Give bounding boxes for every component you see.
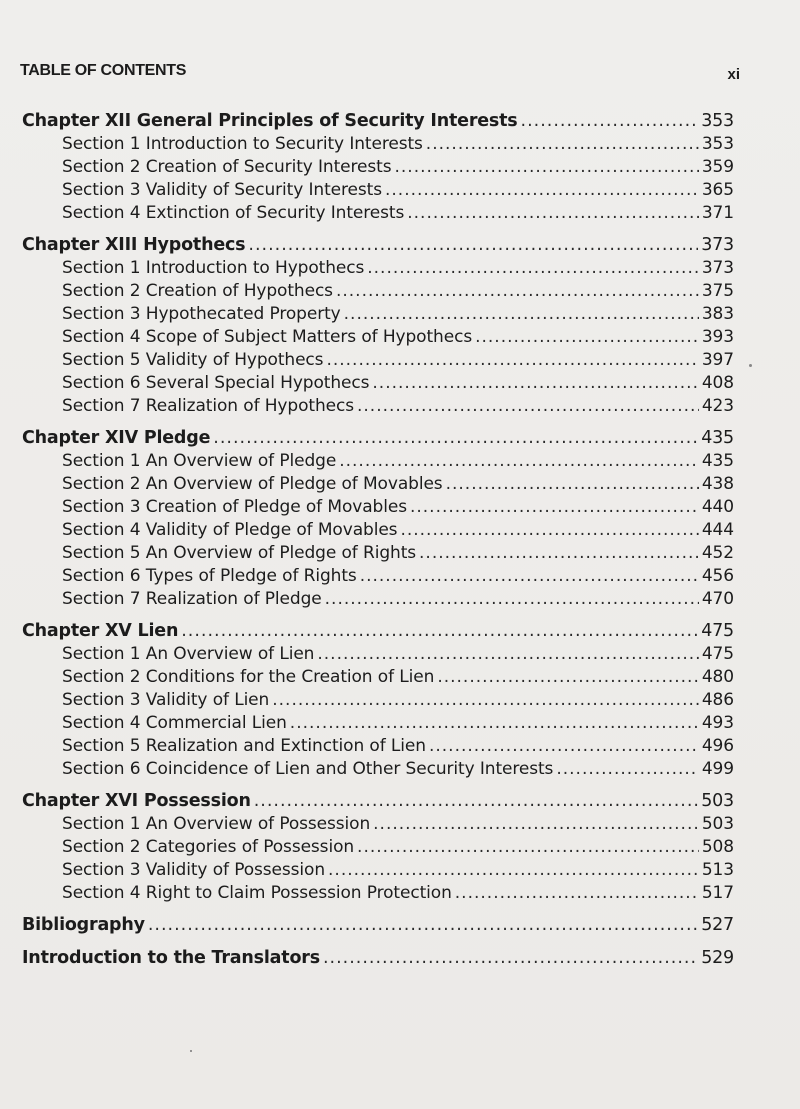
toc-bibliography bbox=[22, 914, 734, 937]
section-page: 475 bbox=[701, 644, 734, 664]
section-title: Section 3 Validity of Lien bbox=[62, 690, 270, 710]
toc-section-entry bbox=[22, 202, 734, 225]
section-page: 456 bbox=[701, 566, 734, 586]
toc-chapter-xii bbox=[22, 110, 734, 225]
section-page: 365 bbox=[701, 180, 734, 200]
dot-leader bbox=[326, 349, 698, 372]
section-title: Section 1 An Overview of Possession bbox=[62, 814, 371, 834]
dot-leader bbox=[437, 666, 699, 689]
section-title: Section 5 An Overview of Pledge of Rights bbox=[62, 543, 417, 563]
toc-section-entry bbox=[22, 280, 734, 303]
toc-chapter-xvi bbox=[22, 790, 734, 905]
section-title: Section 1 An Overview of Pledge bbox=[62, 451, 337, 471]
toc-section-entry bbox=[22, 813, 734, 836]
section-page: 373 bbox=[701, 258, 734, 278]
section-title: Section 4 Scope of Subject Matters of Hypothecs bbox=[62, 327, 473, 347]
section-page: 438 bbox=[701, 474, 734, 494]
dot-leader bbox=[357, 395, 699, 418]
chapter-title: Chapter XIII Hypothecs bbox=[22, 235, 246, 255]
dot-leader bbox=[372, 372, 698, 395]
dot-leader bbox=[521, 110, 699, 133]
dot-leader bbox=[248, 234, 698, 257]
toc-section-entry bbox=[22, 372, 734, 395]
page-number: xi bbox=[727, 66, 740, 83]
dot-leader bbox=[317, 643, 698, 666]
dot-leader bbox=[336, 280, 699, 303]
toc-section-entry bbox=[22, 735, 734, 758]
toc-section-entry bbox=[22, 133, 734, 156]
chapter-title: Chapter XVI Possession bbox=[22, 791, 251, 811]
chapter-title: Chapter XV Lien bbox=[22, 621, 179, 641]
toc-section-entry bbox=[22, 565, 734, 588]
toc-section-entry bbox=[22, 303, 734, 326]
dot-leader bbox=[394, 156, 698, 179]
dot-leader bbox=[429, 735, 699, 758]
dot-leader bbox=[272, 689, 699, 712]
dot-leader bbox=[426, 133, 699, 156]
toc-section-entry bbox=[22, 496, 734, 519]
dot-leader bbox=[328, 859, 699, 882]
section-title: Section 7 Realization of Pledge bbox=[62, 589, 322, 609]
toc-section-entry bbox=[22, 257, 734, 280]
section-page: 444 bbox=[701, 520, 734, 540]
toc-section-entry bbox=[22, 666, 734, 689]
toc-chapter-entry bbox=[22, 790, 734, 813]
page-header bbox=[20, 62, 740, 82]
section-title: Section 1 An Overview of Lien bbox=[62, 644, 315, 664]
running-title: TABLE OF CONTENTS bbox=[20, 62, 187, 79]
section-page: 397 bbox=[701, 350, 734, 370]
section-page: 499 bbox=[701, 759, 734, 779]
dot-leader bbox=[290, 712, 699, 735]
dot-leader bbox=[325, 588, 699, 611]
section-title: Section 5 Realization and Extinction of Lien bbox=[62, 736, 426, 756]
dot-leader bbox=[254, 790, 698, 813]
toc-section-entry bbox=[22, 473, 734, 496]
section-page: 353 bbox=[701, 134, 734, 154]
section-page: 393 bbox=[701, 327, 734, 347]
chapter-page: 353 bbox=[701, 111, 734, 131]
toc-chapter-entry bbox=[22, 947, 734, 970]
section-page: 452 bbox=[701, 543, 734, 563]
bibliography-page: 527 bbox=[701, 915, 734, 935]
toc-translators bbox=[22, 947, 734, 970]
toc-section-entry bbox=[22, 836, 734, 859]
toc-chapter-entry bbox=[22, 110, 734, 133]
section-page: 486 bbox=[701, 690, 734, 710]
toc-section-entry bbox=[22, 179, 734, 202]
section-page: 517 bbox=[701, 883, 734, 903]
dot-leader bbox=[419, 542, 699, 565]
section-page: 408 bbox=[701, 373, 734, 393]
section-title: Section 6 Several Special Hypothecs bbox=[62, 373, 370, 393]
translators-title: Introduction to the Translators bbox=[22, 948, 320, 968]
paper-speck bbox=[190, 1050, 192, 1052]
section-page: 423 bbox=[701, 396, 734, 416]
section-page: 375 bbox=[701, 281, 734, 301]
section-page: 493 bbox=[701, 713, 734, 733]
dot-leader bbox=[339, 450, 699, 473]
section-title: Section 2 An Overview of Pledge of Movables bbox=[62, 474, 443, 494]
section-page: 508 bbox=[701, 837, 734, 857]
section-title: Section 4 Right to Claim Possession Protection bbox=[62, 883, 452, 903]
section-title: Section 5 Validity of Hypothecs bbox=[62, 350, 324, 370]
chapter-page: 373 bbox=[701, 235, 734, 255]
section-title: Section 4 Validity of Pledge of Movables bbox=[62, 520, 398, 540]
dot-leader bbox=[455, 882, 699, 905]
chapter-page: 475 bbox=[701, 621, 734, 641]
section-title: Section 2 Conditions for the Creation of Lien bbox=[62, 667, 435, 687]
toc-section-entry bbox=[22, 859, 734, 882]
section-title: Section 2 Categories of Possession bbox=[62, 837, 355, 857]
chapter-page: 435 bbox=[701, 428, 734, 448]
section-page: 480 bbox=[701, 667, 734, 687]
toc-chapter-entry bbox=[22, 620, 734, 643]
toc-chapter-xv bbox=[22, 620, 734, 781]
section-page: 440 bbox=[701, 497, 734, 517]
toc-section-entry bbox=[22, 542, 734, 565]
section-title: Section 6 Types of Pledge of Rights bbox=[62, 566, 357, 586]
toc-section-entry bbox=[22, 450, 734, 473]
section-title: Section 4 Extinction of Security Interests bbox=[62, 203, 405, 223]
section-page: 359 bbox=[701, 157, 734, 177]
section-page: 470 bbox=[701, 589, 734, 609]
toc-section-entry bbox=[22, 588, 734, 611]
toc-chapter-xiii bbox=[22, 234, 734, 418]
toc-chapter-entry bbox=[22, 427, 734, 450]
toc-chapter-entry bbox=[22, 234, 734, 257]
toc-chapter-entry bbox=[22, 914, 734, 937]
section-title: Section 6 Coincidence of Lien and Other Security Interests bbox=[62, 759, 554, 779]
section-title: Section 3 Creation of Pledge of Movables bbox=[62, 497, 407, 517]
toc-section-entry bbox=[22, 689, 734, 712]
dot-leader bbox=[213, 427, 698, 450]
dot-leader bbox=[556, 758, 699, 781]
section-page: 371 bbox=[701, 203, 734, 223]
dot-leader bbox=[407, 202, 699, 225]
table-of-contents bbox=[22, 110, 734, 980]
dot-leader bbox=[344, 303, 699, 326]
dot-leader bbox=[373, 813, 699, 836]
toc-section-entry bbox=[22, 349, 734, 372]
dot-leader bbox=[410, 496, 699, 519]
toc-section-entry bbox=[22, 326, 734, 349]
section-title: Section 7 Realization of Hypothecs bbox=[62, 396, 354, 416]
section-title: Section 4 Commercial Lien bbox=[62, 713, 287, 733]
toc-section-entry bbox=[22, 643, 734, 666]
dot-leader bbox=[360, 565, 699, 588]
section-title: Section 2 Creation of Security Interests bbox=[62, 157, 392, 177]
chapter-page: 503 bbox=[701, 791, 734, 811]
dot-leader bbox=[357, 836, 699, 859]
dot-leader bbox=[446, 473, 699, 496]
chapter-title: Chapter XII General Principles of Security Interests bbox=[22, 111, 518, 131]
dot-leader bbox=[148, 914, 698, 937]
chapter-title: Chapter XIV Pledge bbox=[22, 428, 211, 448]
dot-leader bbox=[367, 257, 699, 280]
dot-leader bbox=[400, 519, 698, 542]
dot-leader bbox=[475, 326, 699, 349]
toc-section-entry bbox=[22, 758, 734, 781]
dot-leader bbox=[385, 179, 699, 202]
dot-leader bbox=[181, 620, 698, 643]
section-page: 513 bbox=[701, 860, 734, 880]
paper-speck bbox=[749, 364, 752, 367]
section-page: 496 bbox=[701, 736, 734, 756]
section-page: 503 bbox=[701, 814, 734, 834]
section-page: 383 bbox=[701, 304, 734, 324]
toc-section-entry bbox=[22, 156, 734, 179]
section-title: Section 3 Validity of Security Interests bbox=[62, 180, 382, 200]
section-title: Section 3 Hypothecated Property bbox=[62, 304, 341, 324]
toc-chapter-xiv bbox=[22, 427, 734, 611]
toc-section-entry bbox=[22, 395, 734, 418]
section-title: Section 1 Introduction to Security Interests bbox=[62, 134, 423, 154]
dot-leader bbox=[323, 947, 698, 970]
section-title: Section 1 Introduction to Hypothecs bbox=[62, 258, 365, 278]
toc-section-entry bbox=[22, 519, 734, 542]
bibliography-title: Bibliography bbox=[22, 915, 145, 935]
toc-section-entry bbox=[22, 882, 734, 905]
section-title: Section 3 Validity of Possession bbox=[62, 860, 326, 880]
toc-section-entry bbox=[22, 712, 734, 735]
section-page: 435 bbox=[701, 451, 734, 471]
translators-page: 529 bbox=[701, 948, 734, 968]
section-title: Section 2 Creation of Hypothecs bbox=[62, 281, 333, 301]
